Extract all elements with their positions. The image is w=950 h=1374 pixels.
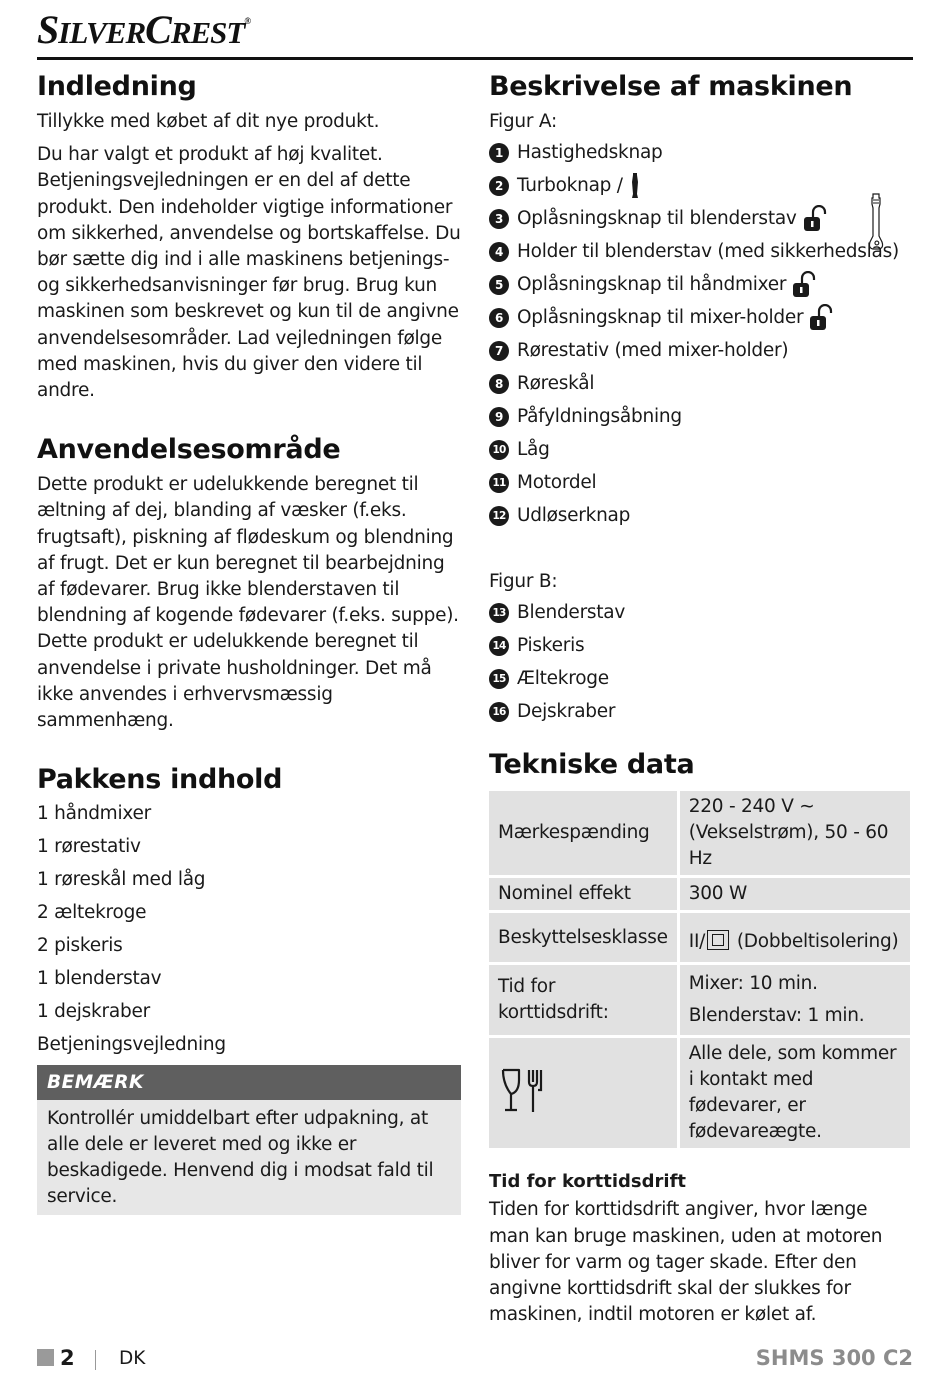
note-title: BEMÆRK xyxy=(37,1065,461,1100)
list-item: 8 Røreskål xyxy=(489,367,913,400)
blender-stick-icon xyxy=(865,192,887,252)
table-row xyxy=(489,878,910,910)
number-badge: 10 xyxy=(489,440,509,460)
number-badge: 2 xyxy=(489,176,509,196)
list-item: Betjeningsvejledning xyxy=(37,1034,226,1056)
short-time-heading: Tid for korttidsdrift xyxy=(489,1171,687,1193)
turbo-icon xyxy=(628,172,642,200)
list-item: 2 æltekroge xyxy=(37,902,147,924)
brand-logo: SILVERCREST® xyxy=(37,7,251,52)
unlock-icon xyxy=(809,304,833,332)
figure-b-list xyxy=(489,596,913,728)
note-box xyxy=(37,1065,461,1215)
list-item: 10 Låg xyxy=(489,433,913,466)
list-item: 2 Turboknap / xyxy=(489,169,913,202)
header-rule xyxy=(37,57,913,60)
table-cell: Mixer: 10 min. Blenderstav: 1 min. xyxy=(680,965,910,1035)
figure-b-label: Figur B: xyxy=(489,571,558,593)
table-cell: II/ (Dobbeltisolering) xyxy=(680,913,910,962)
table-row xyxy=(489,791,910,875)
table-cell: Tid for korttidsdrift: xyxy=(489,965,677,1035)
right-column xyxy=(489,66,913,1328)
number-badge: 5 xyxy=(489,275,509,295)
intro-p1: Tillykke med købet af dit nye produkt. xyxy=(37,111,380,132)
note-text: Kontrollér umiddelbart efter udpakning, at alle dele er leveret med og ikke er beskadigede. Henvend dig i modsat fald til service. xyxy=(37,1100,461,1215)
usage-heading: Anvendelsesområde xyxy=(37,434,341,466)
number-badge: 9 xyxy=(489,407,509,427)
number-badge: 14 xyxy=(489,636,509,656)
figure-a-list xyxy=(489,136,913,532)
table-row xyxy=(489,1038,910,1148)
list-item: 1 blenderstav xyxy=(37,968,162,990)
table-cell: Alle dele, som kommer i kontakt med fødevarer, er fødevareægte. xyxy=(680,1038,910,1148)
table-cell: Nominel effekt xyxy=(489,878,677,910)
footer-divider xyxy=(95,1350,96,1370)
table-cell: 220 - 240 V ∼ (Vekselstrøm), 50 - 60 Hz xyxy=(680,791,910,875)
list-item: 16 Dejskraber xyxy=(489,695,913,728)
intro-p2: Du har valgt et produkt af høj kvalitet. Betjeningsvejledningen er en del af dette produkt. Den indeholder vigtige informationer om sikkerhed, anvendelse og bortskaffelse. Du bør sætte dig ind i alle maskinens betjenings- og sikkerhedsanvisninger før brug. Brug kun maskinen som beskrevet og kun til de angivne anvendelsesområder. Lad vejledningen følge med maskinen, hvis du giver den videre til andre. xyxy=(37,144,461,402)
list-item: 7 Rørestativ (med mixer-holder) xyxy=(489,334,913,367)
page-number: 2 xyxy=(60,1346,75,1370)
list-item: 2 piskeris xyxy=(37,935,123,957)
number-badge: 1 xyxy=(489,143,509,163)
list-item: 1 rørestativ xyxy=(37,836,141,858)
list-item: 1 håndmixer xyxy=(37,803,151,825)
list-item: 6 Oplåsningsknap til mixer-holder xyxy=(489,301,913,334)
number-badge: 13 xyxy=(489,603,509,623)
table-cell: 300 W xyxy=(680,878,910,910)
list-item: 15 Æltekroge xyxy=(489,662,913,695)
usage-p1: Dette produkt er udelukkende beregnet til æltning af dej, blanding af væsker (f.eks. frugtsaft), piskning af flødeskum og blendning af frugt. Det er kun beregnet til bearbejdning af fødevarer. Brug ikke blenderstaven til blendning af kogende fødevarer (f.eks. suppe). Dette produkt er udelukkende beregnet til anvendelse i private husholdninger. Det må ikke anvendes i erhvervsmæssig sammenhæng. xyxy=(37,474,459,732)
contents-heading: Pakkens indhold xyxy=(37,764,283,796)
intro-heading: Indledning xyxy=(37,71,197,102)
food-safe-icon xyxy=(499,1066,545,1116)
contents-list xyxy=(37,797,461,1061)
model-number: SHMS 300 C2 xyxy=(755,1346,913,1370)
list-item: 12 Udløserknap xyxy=(489,499,913,532)
unlock-icon xyxy=(792,271,816,299)
list-item: 5 Oplåsningsknap til håndmixer xyxy=(489,268,913,301)
number-badge: 8 xyxy=(489,374,509,394)
table-row xyxy=(489,965,910,1035)
list-item: 11 Motordel xyxy=(489,466,913,499)
tech-heading: Tekniske data xyxy=(489,749,695,781)
left-column xyxy=(37,66,461,1215)
tech-table xyxy=(486,788,913,1151)
list-item: 14 Piskeris xyxy=(489,629,913,662)
figure-a-label: Figur A: xyxy=(489,111,557,132)
number-badge: 4 xyxy=(489,242,509,262)
number-badge: 3 xyxy=(489,209,509,229)
footer-square-icon xyxy=(37,1349,54,1366)
page-footer xyxy=(37,1344,913,1374)
double-insulation-icon xyxy=(707,930,729,950)
list-item: 3 Oplåsningsknap til blenderstav xyxy=(489,202,913,235)
list-item: 9 Påfyldningsåbning xyxy=(489,400,913,433)
number-badge: 12 xyxy=(489,506,509,526)
desc-heading: Beskrivelse af maskinen xyxy=(489,71,853,102)
number-badge: 15 xyxy=(489,669,509,689)
number-badge: 11 xyxy=(489,473,509,493)
table-cell xyxy=(489,1038,677,1148)
list-item: 1 dejskraber xyxy=(37,1001,150,1023)
number-badge: 7 xyxy=(489,341,509,361)
unlock-icon xyxy=(803,205,827,233)
number-badge: 6 xyxy=(489,308,509,328)
list-item: 13 Blenderstav xyxy=(489,596,913,629)
list-item: 4 Holder til blenderstav (med sikkerhedslås) xyxy=(489,235,913,268)
language-code: DK xyxy=(119,1348,146,1369)
number-badge: 16 xyxy=(489,702,509,722)
list-item: 1 Hastighedsknap xyxy=(489,136,913,169)
table-cell: Beskyttelsesklasse xyxy=(489,913,677,962)
short-time-text: Tiden for korttidsdrift angiver, hvor længe man kan bruge maskinen, uden at motoren bliver for varm og tager skade. Efter den angivne korttidsdrift skal der slukkes for maskinen, indtil motoren er kølet af. xyxy=(489,1199,883,1326)
table-row xyxy=(489,913,910,962)
table-cell: Mærkespænding xyxy=(489,791,677,875)
list-item: 1 røreskål med låg xyxy=(37,869,206,891)
